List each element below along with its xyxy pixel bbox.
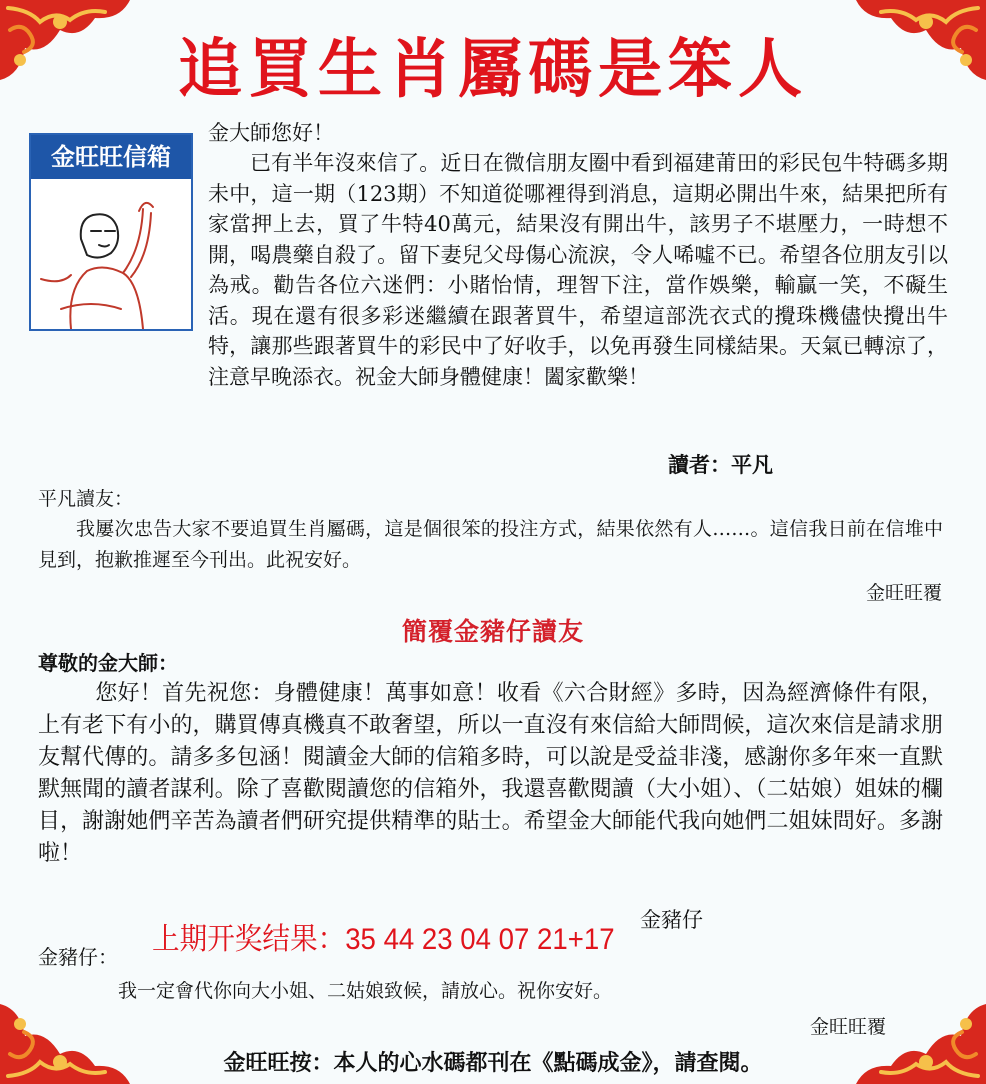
- letter1-body: [208, 148, 948, 392]
- section-subtitle: 簡覆金豬仔讀友: [401, 617, 584, 646]
- reply2-signature: 金旺旺覆: [809, 1016, 886, 1038]
- footer-note: 金旺旺按：本人的心水碼都刊在《點碼成金》，請查閱。: [223, 1051, 763, 1076]
- reply1-body: [38, 514, 943, 576]
- mailbox-label: 金旺旺信箱: [31, 135, 191, 179]
- reply1-signature: 金旺旺覆: [865, 582, 942, 604]
- headline: 追買生肖屬碼是笨人: [178, 33, 808, 107]
- reply1-paragraph: 我屢次忠告大家不要追買生肖屬碼，這是個很笨的投注方式，結果依然有人……。這信我日前在信堆中見到，抱歉推遲至今刊出。此祝安好。: [38, 518, 943, 571]
- letter2-paragraph: 您好！首先祝您：身體健康！萬事如意！收看《六合財經》多時，因為經濟條件有限，上有老下有小的，購買傳真機真不敢奢望，所以一直沒有來信給大師問候，這次來信是請求朋友幫代傳的。請多多包涵！閱讀金大師的信箱多時，可以說是受益非淺，感謝你多年來一直默默無聞的讀者謀利。除了喜歡閱讀您的信箱外，我還喜歡閱讀（大小姐）、（二姑娘）姐妹的欄目，謝謝她們辛苦為讀者們研究提供精準的貼士。希望金大師能代我向她們二姐妹問好。多謝啦！: [38, 681, 943, 866]
- letter1-greeting: 金大師您好！: [208, 121, 334, 145]
- reply1-greeting: 平凡讀友：: [38, 488, 134, 510]
- letter2-signature: 金豬仔: [640, 908, 703, 932]
- letter1-paragraph: 已有半年沒來信了。近日在微信朋友圈中看到福建莆田的彩民包牛特碼多期未中，這一期（123期）不知道從哪裡得到消息，這期必開出牛來，結果把所有家當押上去，買了牛特40萬元，結果沒有開出牛，該男子不堪壓力，一時想不開，喝農藥自殺了。留下妻兒父母傷心流淚，令人唏噓不已。希望各位朋友引以為戒。勸告各位六迷們：小賭怡情，理智下注，當作娛樂，輸贏一笑，不礙生活。現在還有很多彩迷繼續在跟著買牛，希望這部洗衣式的攪珠機儘快攪出牛特，讓那些跟著買牛的彩民中了好收手，以免再發生同樣結果。天氣已轉涼了，注意早晚添衣。祝金大師身體健康！闔家歡樂！: [208, 151, 948, 389]
- reply2-greeting: 金豬仔：: [38, 945, 118, 969]
- lottery-result-overlay: 上期开奖结果：35 44 23 04 07 21+17: [152, 923, 615, 956]
- letter2-body: [38, 678, 943, 870]
- letter2-greeting: 尊敬的金大師：: [38, 651, 178, 675]
- letter1-signature: 讀者：平凡: [668, 452, 773, 477]
- columnist-illustration: [31, 179, 191, 329]
- reply2-body: 我一定會代你向大小姐、二姑娘致候，請放心。祝你安好。: [118, 980, 613, 1002]
- mailbox-column-logo: [29, 133, 193, 331]
